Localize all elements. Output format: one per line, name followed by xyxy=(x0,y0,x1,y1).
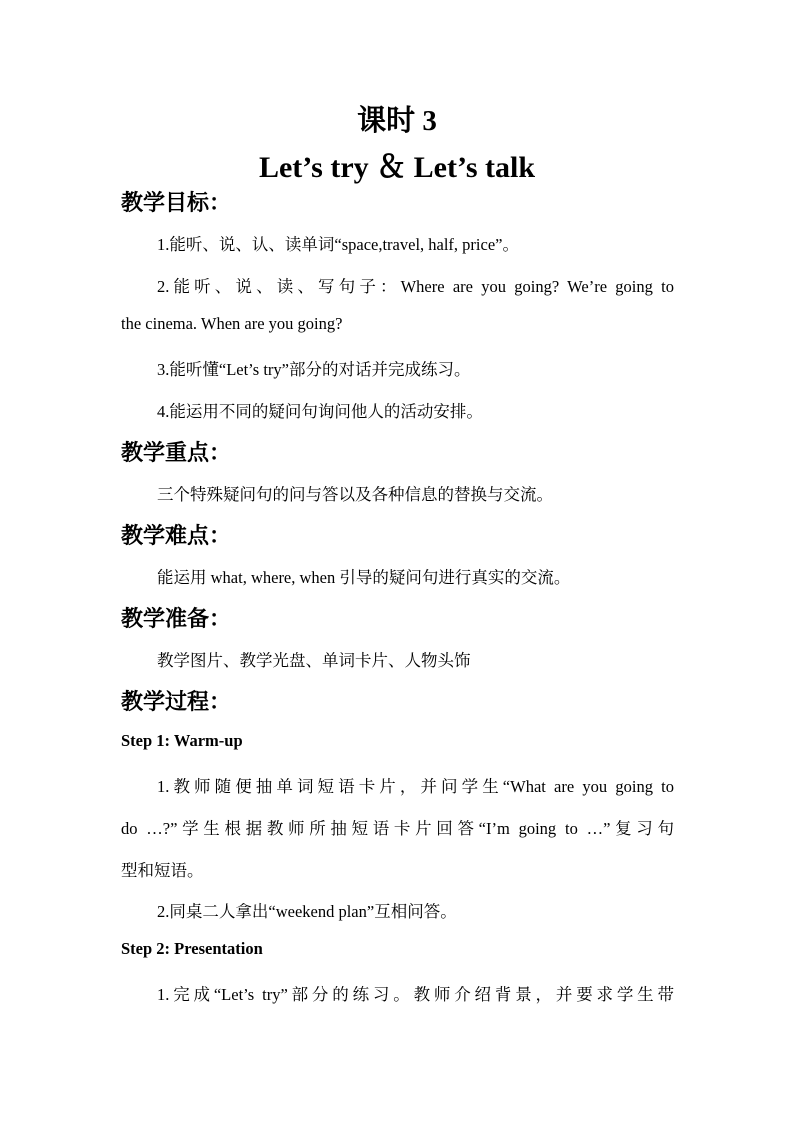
step-1-title: Step 1: Warm-up xyxy=(121,731,243,750)
objective-item-1: 1.能听、说、认、读单词“space,travel, half, price”。 xyxy=(157,235,519,254)
step-1-item-1-line-1: 1.教师随便抽单词短语卡片，并问学生“What are you going to xyxy=(157,777,674,796)
step-2-item-1-line-1: 1.完成“Let’s try”部分的练习。教师介绍背景，并要求学生带 xyxy=(157,985,674,1004)
preparation-heading: 教学准备： xyxy=(121,607,232,632)
objective-item-4: 4.能运用不同的疑问句询问他人的活动安排。 xyxy=(157,402,483,421)
preparation-text: 教学图片、教学光盘、单词卡片、人物头饰 xyxy=(157,651,471,670)
key-points-text: 三个特殊疑问句的问与答以及各种信息的替换与交流。 xyxy=(157,485,553,504)
step-1-item-1-line-3: 型和短语。 xyxy=(121,861,204,880)
objective-item-3: 3.能听懂“Let’s try”部分的对话并完成练习。 xyxy=(157,360,471,379)
objective-item-2-line-2: the cinema. When are you going? xyxy=(121,314,343,333)
key-points-heading: 教学重点： xyxy=(121,441,232,466)
step-1-item-2: 2.同桌二人拿出“weekend plan”互相问答。 xyxy=(157,902,457,921)
lesson-title: 课时 3 xyxy=(357,105,437,137)
step-2-title: Step 2: Presentation xyxy=(121,939,263,958)
process-heading: 教学过程： xyxy=(121,690,232,715)
objectives-heading: 教学目标： xyxy=(121,191,232,216)
difficulties-text: 能运用 what, where, when 引导的疑问句进行真实的交流。 xyxy=(157,568,571,587)
difficulties-heading: 教学难点： xyxy=(121,524,232,549)
objective-item-2-line-1: 2.能听、说、读、写句子：Where are you going? We’re going to xyxy=(157,277,674,296)
step-1-item-1-line-2: do …?”学生根据教师所抽短语卡片回答“I’m going to …”复习句 xyxy=(121,819,674,838)
lesson-subtitle: Let’s try ＆ Let’s talk xyxy=(258,151,536,184)
